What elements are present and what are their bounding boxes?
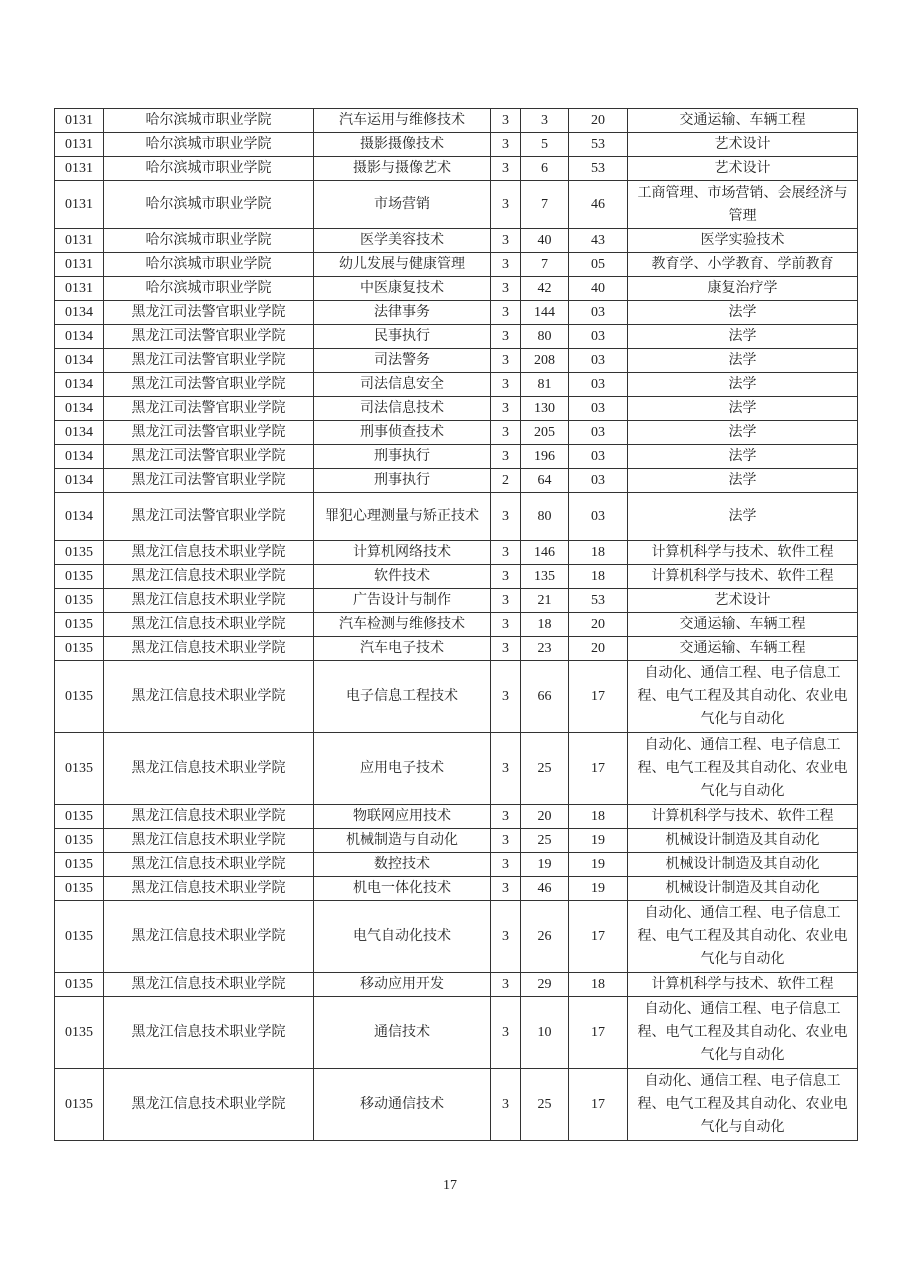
category-code-cell: 03	[569, 421, 628, 445]
category-code-cell: 03	[569, 397, 628, 421]
table-row	[55, 373, 858, 397]
count-cell: 81	[521, 373, 569, 397]
count-cell: 19	[521, 853, 569, 877]
major-cell: 移动通信技术	[314, 1069, 491, 1141]
count-cell: 10	[521, 997, 569, 1069]
major-cell: 司法信息安全	[314, 373, 491, 397]
years-cell: 3	[491, 877, 521, 901]
category-code-cell: 18	[569, 565, 628, 589]
table-row	[55, 157, 858, 181]
table-row	[55, 541, 858, 565]
count-cell: 205	[521, 421, 569, 445]
code-cell: 0135	[55, 1069, 104, 1141]
major-cell: 汽车运用与维修技术	[314, 109, 491, 133]
target-major-cell: 自动化、通信工程、电子信息工程、电气工程及其自动化、农业电气化与自动化	[628, 661, 858, 733]
table-row	[55, 229, 858, 253]
school-cell: 黑龙江信息技术职业学院	[104, 541, 314, 565]
target-major-cell: 机械设计制造及其自动化	[628, 877, 858, 901]
category-code-cell: 17	[569, 1069, 628, 1141]
code-cell: 0134	[55, 421, 104, 445]
target-major-cell: 医学实验技术	[628, 229, 858, 253]
count-cell: 18	[521, 613, 569, 637]
major-cell: 司法信息技术	[314, 397, 491, 421]
count-cell: 40	[521, 229, 569, 253]
category-code-cell: 53	[569, 589, 628, 613]
category-code-cell: 20	[569, 109, 628, 133]
table-row	[55, 973, 858, 997]
table-row	[55, 877, 858, 901]
code-cell: 0134	[55, 397, 104, 421]
code-cell: 0135	[55, 853, 104, 877]
school-cell: 黑龙江司法警官职业学院	[104, 325, 314, 349]
major-cell: 刑事执行	[314, 445, 491, 469]
school-cell: 黑龙江信息技术职业学院	[104, 733, 314, 805]
code-cell: 0135	[55, 805, 104, 829]
target-major-cell: 法学	[628, 469, 858, 493]
code-cell: 0135	[55, 541, 104, 565]
years-cell: 3	[491, 1069, 521, 1141]
target-major-cell: 法学	[628, 301, 858, 325]
category-code-cell: 40	[569, 277, 628, 301]
years-cell: 3	[491, 901, 521, 973]
school-cell: 黑龙江信息技术职业学院	[104, 853, 314, 877]
target-major-cell: 自动化、通信工程、电子信息工程、电气工程及其自动化、农业电气化与自动化	[628, 997, 858, 1069]
category-code-cell: 46	[569, 181, 628, 229]
count-cell: 21	[521, 589, 569, 613]
category-code-cell: 18	[569, 805, 628, 829]
major-cell: 摄影摄像技术	[314, 133, 491, 157]
major-cell: 市场营销	[314, 181, 491, 229]
major-cell: 中医康复技术	[314, 277, 491, 301]
target-major-cell: 工商管理、市场营销、会展经济与管理	[628, 181, 858, 229]
major-cell: 机电一体化技术	[314, 877, 491, 901]
code-cell: 0134	[55, 445, 104, 469]
table-row	[55, 325, 858, 349]
major-cell: 民事执行	[314, 325, 491, 349]
years-cell: 3	[491, 589, 521, 613]
code-cell: 0131	[55, 133, 104, 157]
category-code-cell: 03	[569, 493, 628, 541]
target-major-cell: 法学	[628, 373, 858, 397]
target-major-cell: 艺术设计	[628, 589, 858, 613]
target-major-cell: 法学	[628, 493, 858, 541]
code-cell: 0134	[55, 373, 104, 397]
major-cell: 罪犯心理测量与矫正技术	[314, 493, 491, 541]
target-major-cell: 教育学、小学教育、学前教育	[628, 253, 858, 277]
target-major-cell: 计算机科学与技术、软件工程	[628, 805, 858, 829]
school-cell: 黑龙江信息技术职业学院	[104, 997, 314, 1069]
years-cell: 3	[491, 301, 521, 325]
code-cell: 0135	[55, 565, 104, 589]
years-cell: 3	[491, 253, 521, 277]
table-row	[55, 181, 858, 229]
count-cell: 26	[521, 901, 569, 973]
years-cell: 3	[491, 229, 521, 253]
table-row	[55, 445, 858, 469]
count-cell: 130	[521, 397, 569, 421]
table-row	[55, 349, 858, 373]
major-cell: 数控技术	[314, 853, 491, 877]
table-row	[55, 901, 858, 973]
target-major-cell: 交通运输、车辆工程	[628, 637, 858, 661]
page-number: 17	[443, 1178, 457, 1193]
school-cell: 黑龙江司法警官职业学院	[104, 397, 314, 421]
school-cell: 哈尔滨城市职业学院	[104, 181, 314, 229]
category-code-cell: 18	[569, 541, 628, 565]
years-cell: 3	[491, 277, 521, 301]
years-cell: 3	[491, 133, 521, 157]
code-cell: 0134	[55, 349, 104, 373]
major-cell: 法律事务	[314, 301, 491, 325]
school-cell: 黑龙江信息技术职业学院	[104, 805, 314, 829]
code-cell: 0131	[55, 253, 104, 277]
years-cell: 3	[491, 109, 521, 133]
count-cell: 66	[521, 661, 569, 733]
category-code-cell: 03	[569, 301, 628, 325]
category-code-cell: 05	[569, 253, 628, 277]
category-code-cell: 03	[569, 469, 628, 493]
major-cell: 刑事侦查技术	[314, 421, 491, 445]
count-cell: 135	[521, 565, 569, 589]
count-cell: 46	[521, 877, 569, 901]
table-row	[55, 565, 858, 589]
code-cell: 0135	[55, 613, 104, 637]
years-cell: 3	[491, 973, 521, 997]
years-cell: 3	[491, 613, 521, 637]
category-code-cell: 19	[569, 877, 628, 901]
school-cell: 黑龙江信息技术职业学院	[104, 829, 314, 853]
category-code-cell: 19	[569, 853, 628, 877]
code-cell: 0135	[55, 901, 104, 973]
count-cell: 29	[521, 973, 569, 997]
table-body	[55, 109, 858, 1141]
major-cell: 移动应用开发	[314, 973, 491, 997]
years-cell: 3	[491, 397, 521, 421]
target-major-cell: 法学	[628, 421, 858, 445]
table-row	[55, 733, 858, 805]
count-cell: 64	[521, 469, 569, 493]
major-cell: 通信技术	[314, 997, 491, 1069]
category-code-cell: 17	[569, 901, 628, 973]
school-cell: 黑龙江信息技术职业学院	[104, 1069, 314, 1141]
table-row	[55, 133, 858, 157]
target-major-cell: 机械设计制造及其自动化	[628, 829, 858, 853]
category-code-cell: 17	[569, 997, 628, 1069]
major-cell: 软件技术	[314, 565, 491, 589]
count-cell: 144	[521, 301, 569, 325]
count-cell: 25	[521, 1069, 569, 1141]
count-cell: 7	[521, 181, 569, 229]
years-cell: 3	[491, 637, 521, 661]
school-cell: 黑龙江信息技术职业学院	[104, 637, 314, 661]
years-cell: 2	[491, 469, 521, 493]
table-row	[55, 613, 858, 637]
table-row	[55, 277, 858, 301]
code-cell: 0131	[55, 229, 104, 253]
category-code-cell: 53	[569, 133, 628, 157]
school-cell: 哈尔滨城市职业学院	[104, 133, 314, 157]
code-cell: 0134	[55, 301, 104, 325]
years-cell: 3	[491, 997, 521, 1069]
enrollment-table	[54, 108, 858, 1141]
major-cell: 电子信息工程技术	[314, 661, 491, 733]
table-row	[55, 253, 858, 277]
major-cell: 广告设计与制作	[314, 589, 491, 613]
code-cell: 0135	[55, 589, 104, 613]
major-cell: 电气自动化技术	[314, 901, 491, 973]
category-code-cell: 20	[569, 613, 628, 637]
years-cell: 3	[491, 373, 521, 397]
school-cell: 黑龙江司法警官职业学院	[104, 469, 314, 493]
count-cell: 20	[521, 805, 569, 829]
major-cell: 计算机网络技术	[314, 541, 491, 565]
table-row	[55, 805, 858, 829]
count-cell: 25	[521, 733, 569, 805]
target-major-cell: 法学	[628, 397, 858, 421]
code-cell: 0131	[55, 109, 104, 133]
school-cell: 黑龙江司法警官职业学院	[104, 301, 314, 325]
years-cell: 3	[491, 157, 521, 181]
major-cell: 医学美容技术	[314, 229, 491, 253]
count-cell: 196	[521, 445, 569, 469]
table-row	[55, 997, 858, 1069]
table-row	[55, 109, 858, 133]
years-cell: 3	[491, 733, 521, 805]
code-cell: 0134	[55, 469, 104, 493]
target-major-cell: 康复治疗学	[628, 277, 858, 301]
category-code-cell: 18	[569, 973, 628, 997]
code-cell: 0135	[55, 877, 104, 901]
code-cell: 0135	[55, 973, 104, 997]
category-code-cell: 03	[569, 445, 628, 469]
major-cell: 摄影与摄像艺术	[314, 157, 491, 181]
code-cell: 0135	[55, 733, 104, 805]
count-cell: 146	[521, 541, 569, 565]
table-row	[55, 829, 858, 853]
category-code-cell: 17	[569, 661, 628, 733]
target-major-cell: 计算机科学与技术、软件工程	[628, 973, 858, 997]
table-row	[55, 301, 858, 325]
target-major-cell: 自动化、通信工程、电子信息工程、电气工程及其自动化、农业电气化与自动化	[628, 733, 858, 805]
school-cell: 黑龙江司法警官职业学院	[104, 349, 314, 373]
school-cell: 哈尔滨城市职业学院	[104, 277, 314, 301]
count-cell: 42	[521, 277, 569, 301]
target-major-cell: 自动化、通信工程、电子信息工程、电气工程及其自动化、农业电气化与自动化	[628, 901, 858, 973]
code-cell: 0135	[55, 661, 104, 733]
major-cell: 机械制造与自动化	[314, 829, 491, 853]
table-row	[55, 469, 858, 493]
school-cell: 黑龙江司法警官职业学院	[104, 445, 314, 469]
count-cell: 80	[521, 325, 569, 349]
category-code-cell: 03	[569, 373, 628, 397]
target-major-cell: 交通运输、车辆工程	[628, 109, 858, 133]
code-cell: 0131	[55, 277, 104, 301]
target-major-cell: 法学	[628, 325, 858, 349]
school-cell: 黑龙江司法警官职业学院	[104, 421, 314, 445]
school-cell: 哈尔滨城市职业学院	[104, 229, 314, 253]
school-cell: 哈尔滨城市职业学院	[104, 157, 314, 181]
school-cell: 黑龙江司法警官职业学院	[104, 373, 314, 397]
school-cell: 黑龙江信息技术职业学院	[104, 565, 314, 589]
years-cell: 3	[491, 493, 521, 541]
code-cell: 0135	[55, 997, 104, 1069]
target-major-cell: 计算机科学与技术、软件工程	[628, 565, 858, 589]
target-major-cell: 艺术设计	[628, 133, 858, 157]
years-cell: 3	[491, 805, 521, 829]
category-code-cell: 19	[569, 829, 628, 853]
years-cell: 3	[491, 565, 521, 589]
major-cell: 汽车电子技术	[314, 637, 491, 661]
table-row	[55, 589, 858, 613]
category-code-cell: 17	[569, 733, 628, 805]
code-cell: 0131	[55, 181, 104, 229]
years-cell: 3	[491, 829, 521, 853]
major-cell: 应用电子技术	[314, 733, 491, 805]
school-cell: 黑龙江信息技术职业学院	[104, 973, 314, 997]
years-cell: 3	[491, 181, 521, 229]
table-row	[55, 637, 858, 661]
code-cell: 0131	[55, 157, 104, 181]
years-cell: 3	[491, 325, 521, 349]
count-cell: 7	[521, 253, 569, 277]
major-cell: 汽车检测与维修技术	[314, 613, 491, 637]
years-cell: 3	[491, 421, 521, 445]
category-code-cell: 03	[569, 349, 628, 373]
table-row	[55, 493, 858, 541]
years-cell: 3	[491, 445, 521, 469]
major-cell: 刑事执行	[314, 469, 491, 493]
target-major-cell: 法学	[628, 349, 858, 373]
target-major-cell: 计算机科学与技术、软件工程	[628, 541, 858, 565]
target-major-cell: 法学	[628, 445, 858, 469]
count-cell: 208	[521, 349, 569, 373]
code-cell: 0134	[55, 493, 104, 541]
major-cell: 物联网应用技术	[314, 805, 491, 829]
major-cell: 司法警务	[314, 349, 491, 373]
table-row	[55, 853, 858, 877]
years-cell: 3	[491, 349, 521, 373]
count-cell: 25	[521, 829, 569, 853]
school-cell: 黑龙江信息技术职业学院	[104, 613, 314, 637]
category-code-cell: 03	[569, 325, 628, 349]
school-cell: 哈尔滨城市职业学院	[104, 109, 314, 133]
school-cell: 黑龙江司法警官职业学院	[104, 493, 314, 541]
school-cell: 黑龙江信息技术职业学院	[104, 901, 314, 973]
code-cell: 0135	[55, 829, 104, 853]
code-cell: 0135	[55, 637, 104, 661]
target-major-cell: 交通运输、车辆工程	[628, 613, 858, 637]
table-row	[55, 661, 858, 733]
years-cell: 3	[491, 541, 521, 565]
category-code-cell: 53	[569, 157, 628, 181]
category-code-cell: 43	[569, 229, 628, 253]
count-cell: 80	[521, 493, 569, 541]
school-cell: 黑龙江信息技术职业学院	[104, 589, 314, 613]
years-cell: 3	[491, 853, 521, 877]
major-cell: 幼儿发展与健康管理	[314, 253, 491, 277]
category-code-cell: 20	[569, 637, 628, 661]
target-major-cell: 自动化、通信工程、电子信息工程、电气工程及其自动化、农业电气化与自动化	[628, 1069, 858, 1141]
count-cell: 3	[521, 109, 569, 133]
target-major-cell: 艺术设计	[628, 157, 858, 181]
school-cell: 黑龙江信息技术职业学院	[104, 877, 314, 901]
table-row	[55, 421, 858, 445]
table-row	[55, 397, 858, 421]
years-cell: 3	[491, 661, 521, 733]
count-cell: 6	[521, 157, 569, 181]
target-major-cell: 机械设计制造及其自动化	[628, 853, 858, 877]
school-cell: 黑龙江信息技术职业学院	[104, 661, 314, 733]
table-row	[55, 1069, 858, 1141]
code-cell: 0134	[55, 325, 104, 349]
count-cell: 23	[521, 637, 569, 661]
school-cell: 哈尔滨城市职业学院	[104, 253, 314, 277]
count-cell: 5	[521, 133, 569, 157]
